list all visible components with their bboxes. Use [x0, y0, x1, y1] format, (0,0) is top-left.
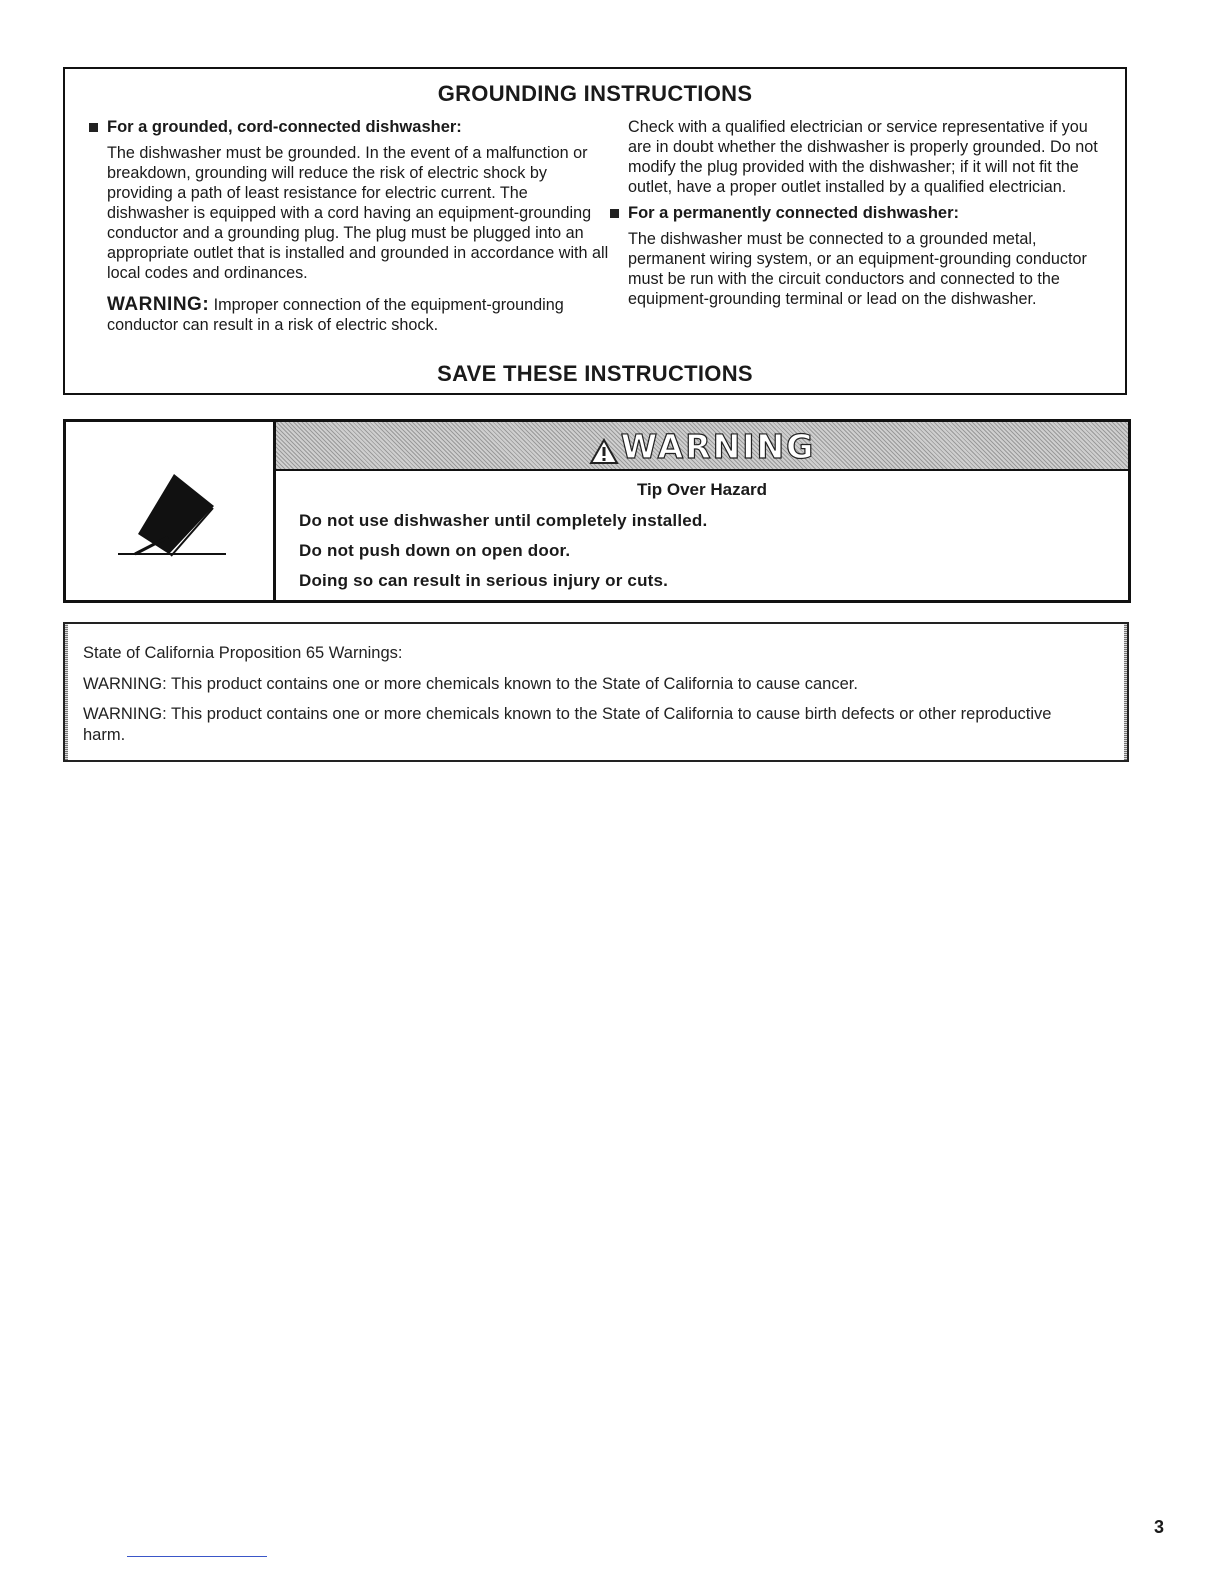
prop65-warning-box: [63, 622, 1129, 762]
tip-over-dishwasher-icon: [66, 422, 273, 600]
footer-rule: [127, 1556, 267, 1557]
save-instructions-title: SAVE THESE INSTRUCTIONS: [437, 361, 753, 386]
square-bullet-icon: [89, 123, 98, 132]
tip-warning-line: Do not push down on open door.: [299, 541, 571, 560]
square-bullet-icon: [610, 209, 619, 218]
grounding-warning: [107, 295, 609, 335]
tip-warning-line: Doing so can result in serious injury or cuts.: [299, 571, 669, 590]
prop65-reproductive-warning: WARNING: This product contains one or more chemicals known to the State of California to cause birth defects or other reproductive harm.: [83, 705, 1052, 744]
warning-triangle-icon: [589, 438, 619, 470]
grounding-left-column: [89, 117, 609, 335]
tip-over-pictogram-cell: [66, 422, 276, 600]
warning-banner-text: WARNING: [620, 427, 816, 466]
page-number: 3: [1153, 1517, 1164, 1537]
permanent-connection-body: The dishwasher must be connected to a grounded metal, permanent wiring system, or an equipment-grounding conductor must be run with the circuit conductors and connected to the equipment-grounding terminal or lead on the dishwasher.: [628, 230, 1087, 308]
grounding-right-column: [610, 117, 1110, 309]
warning-banner: [276, 422, 1128, 471]
tip-over-warning-box: [63, 419, 1131, 603]
cord-connected-body: The dishwasher must be grounded. In the event of a malfunction or breakdown, grounding will reduce the risk of electric shock by providing a path of least resistance for electric current. The dishwasher is equipped with a cord having an equipment-grounding conductor and a grounding plug. The plug must be plugged into an appropriate outlet that is installed and grounded in accordance with all local codes and ordinances.: [107, 144, 609, 282]
grounding-warning-text: Improper connection of the equipment-grounding conductor can result in a risk of electric shock.: [107, 296, 564, 334]
prop65-cancer-warning: WARNING: This product contains one or more chemicals known to the State of California to cause cancer.: [83, 675, 858, 693]
permanent-connection-heading: [610, 203, 1110, 223]
prop65-title: State of California Proposition 65 Warnings:: [83, 644, 403, 662]
electrician-check-text: Check with a qualified electrician or service representative if you are in doubt whether the dishwasher is properly grounded. Do not modify the plug provided with the dishwasher; if it will not fit the outlet, have a proper outlet installed by a qualified electrician.: [628, 118, 1098, 196]
tip-over-hazard-title: Tip Over Hazard: [636, 480, 768, 499]
grounding-title: GROUNDING INSTRUCTIONS: [437, 81, 753, 106]
cord-connected-heading-text: For a grounded, cord-connected dishwasher:: [107, 118, 462, 136]
permanent-connection-heading-text: For a permanently connected dishwasher:: [628, 204, 959, 222]
grounding-instructions-box: [63, 67, 1127, 395]
tip-warning-line: Do not use dishwasher until completely installed.: [299, 511, 708, 530]
cord-connected-heading: [89, 117, 609, 137]
grounding-warning-label: WARNING:: [107, 294, 210, 315]
